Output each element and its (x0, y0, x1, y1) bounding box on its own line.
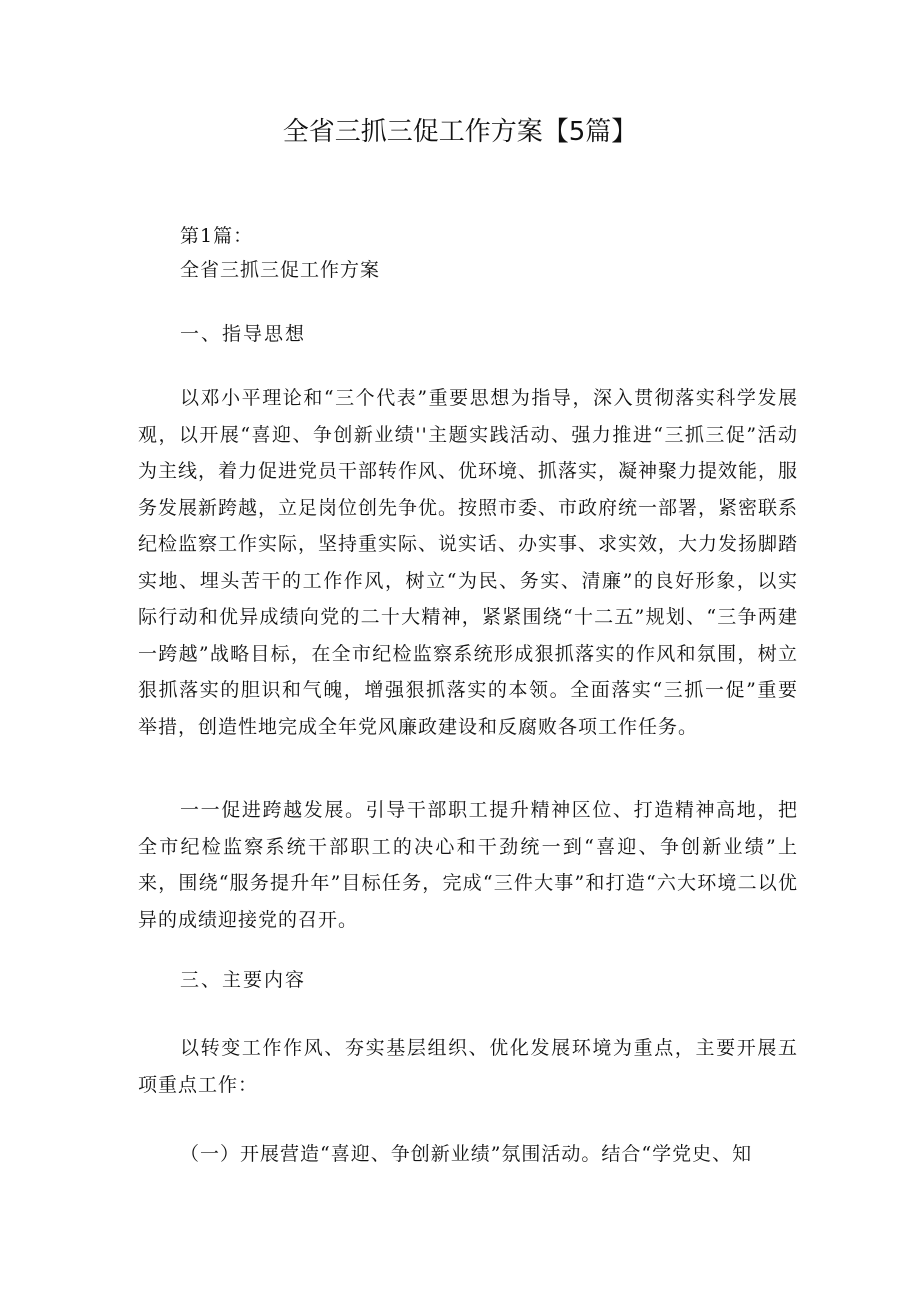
paragraph-main-content: 以转变工作作风、夯实基层组织、优化发展环境为重点，主要开展五项重点工作： (138, 1037, 798, 1096)
section-heading-main-content: 三、主要内容 (180, 969, 307, 991)
paragraph-guiding-ideology: 以邓小平理论和“三个代表”重要思想为指导，深入贯彻落实科学发展观，以开展“喜迎、争创新业绩''主题实践活动、强力推进“三抓三促”活动为主线，着力促进党员干部转作风、优环境、抓落实，凝神聚力提效能，服务发展新跨越，立足岗位创先争优。按照市委、市政府统一部署，紧密联系纪检监察工作实际，坚持重实际、说实话、办实事、求实效，大力发扬脚踏实地、埋头苦干的工作作风，树立“为民、务实、清廉”的良好形象，以实际行动和优异成绩向党的二十大精神，紧紧围绕“十二五”规划、“三争两建一跨越”战略目标，在全市纪检监察系统形成狠抓落实的作风和氛围，树立狠抓落实的胆识和气魄，增强狠抓落实的本领。全面落实“三抓一促”重要举措，创造性地完成全年党风廉政建设和反腐败各项工作任务。 (138, 387, 799, 738)
paragraph-item-one: （一）开展营造“喜迎、争创新业绩”氛围活动。结合“学党史、知 (180, 1143, 753, 1165)
paragraph-promote-development: 一一促进跨越发展。引导干部职工提升精神区位、打造精神高地，把全市纪检监察系统干部职工的决心和干劲统一到“喜迎、争创新业绩”上来，围绕“服务提升年”目标任务，完成“三件大事”和打造“六大环境二以优异的成绩迎接党的召开。 (138, 799, 798, 931)
document-title: 全省三抓三促工作方案【5篇】 (282, 117, 638, 147)
section-heading-guiding-ideology: 一、指导思想 (180, 323, 307, 345)
part-label: 第1篇： (180, 225, 254, 247)
document-subtitle: 全省三抓三促工作方案 (180, 259, 381, 281)
